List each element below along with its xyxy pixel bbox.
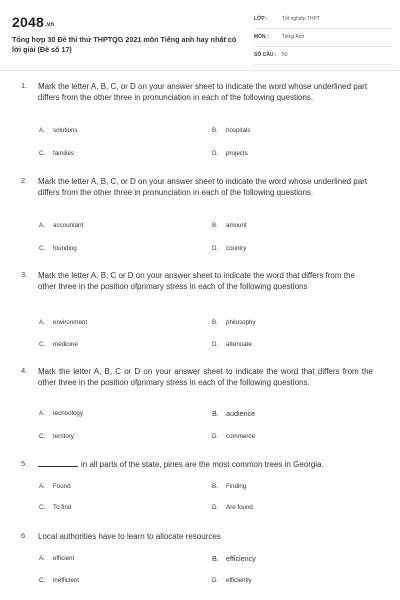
option-b[interactable]: B. amount [212, 222, 247, 229]
meta-label-subject: MÔN : [254, 34, 269, 40]
option-a[interactable]: A. efficient [39, 555, 75, 562]
meta-value-count: 50 [282, 52, 288, 58]
question-stem: Mark the letter A, B, C or D on your answer sheet to indicate the word that differs from the other three in the position ofprimary stress in each of the following questions. [38, 367, 373, 388]
option-d[interactable]: D. commerce [212, 433, 255, 440]
question-stem: in all parts of the state, pines are the most common trees in Georgia. [38, 459, 373, 470]
question-number: 2. [21, 176, 28, 185]
option-d[interactable]: D. attenuate [212, 341, 252, 348]
document-title: Tổng hợp 30 Đề thi thử THPTQG 2021 môn Tiếng anh hay nhất có lời giải (Đề số 17) [12, 35, 237, 54]
document-meta [254, 13, 392, 67]
question-number: 3. [21, 270, 28, 279]
meta-row-subject [254, 31, 392, 47]
meta-label-count: SỐ CÂU : [254, 52, 277, 58]
answer-blank [38, 459, 78, 467]
option-c[interactable]: C. medicine [39, 341, 78, 348]
option-b[interactable]: B. efficiency [212, 554, 256, 563]
document-header [0, 0, 400, 71]
option-d[interactable]: D. efficiently [212, 577, 252, 584]
meta-label-class: LỚP : [254, 16, 268, 22]
option-b[interactable]: B. Finding [212, 483, 247, 490]
question-stem: Local authorities have to learn to allocate resources [38, 532, 221, 541]
question-number: 6. [21, 531, 28, 540]
option-d[interactable]: D. country [212, 245, 247, 252]
option-c[interactable]: C. families [39, 150, 74, 157]
question-stem: Mark the letter A, B, C or D on your answer sheet to indicate the word that differs from the other three in the position ofprimary stress in each of the following questions [38, 271, 355, 292]
meta-row-count [254, 49, 392, 65]
option-d[interactable]: D. Are found [212, 504, 253, 511]
meta-value-class: Tốt nghiệp THPT [282, 16, 320, 22]
option-a[interactable]: A. technology [39, 410, 83, 417]
meta-row-class [254, 13, 392, 29]
meta-value-subject: Tiếng Anh [282, 34, 305, 40]
question-stem: Mark the letter A, B, C, or D on your answer sheet to indicate the word whose underlined part differs from the other three in pronunciation in each of the following questions. [38, 82, 368, 103]
option-c[interactable]: C. inefficient [39, 577, 80, 584]
option-c[interactable]: C. To find [39, 504, 72, 511]
option-b[interactable]: B. audience [212, 409, 256, 418]
option-b[interactable]: B. philosophy [212, 319, 256, 326]
option-a[interactable]: A. Found [39, 483, 71, 490]
option-a[interactable]: A. accountant [39, 222, 84, 229]
option-a[interactable]: A. environment [39, 319, 88, 326]
question-number: 1. [21, 81, 28, 90]
question-number: 4. [21, 366, 28, 375]
question-number: 5. [21, 459, 28, 468]
option-a[interactable]: A. solutions [39, 127, 78, 134]
question-stem: Mark the letter A, B, C, or D on your answer sheet to indicate the word whose underlined part differs from the other three in pronunciation in each of the following questions. [38, 177, 368, 198]
site-logo[interactable]: $2048^{.vn}$ [12, 14, 55, 30]
option-b[interactable]: B. hospitals [212, 127, 251, 134]
option-c[interactable]: C. territory [39, 433, 74, 440]
option-d[interactable]: D. projects [212, 150, 248, 157]
option-c[interactable]: C. founding [39, 245, 77, 252]
